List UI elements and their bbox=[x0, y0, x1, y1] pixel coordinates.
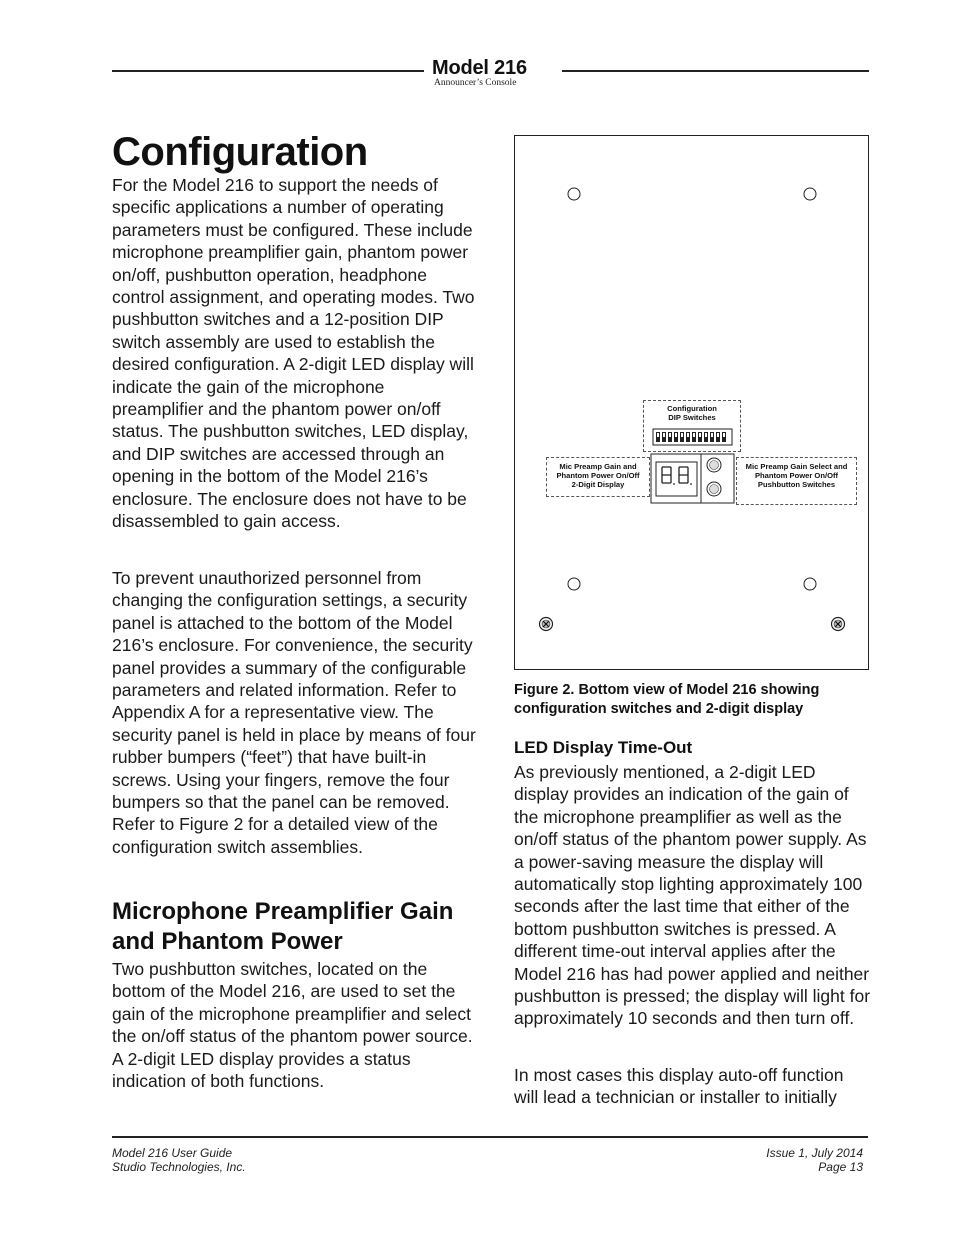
led-timeout-paragraph-1: As previously mentioned, a 2-digit LED display provides an indication of the gain of the microphone preamplifier as well as the on/off status of the phantom power supply. As a power-saving measure the display will automatically stop lighting approximately 100 seconds after the last time that either of the bottom pushbutton switches is pressed. A different time-out interval applies after the Model 216 has had power applied and neither pushbutton is pressed; the display will light for approximately 10 seconds and then turn off. bbox=[514, 762, 871, 1029]
header-rule-right bbox=[562, 70, 869, 72]
mounting-hole-icon bbox=[804, 188, 816, 200]
screw-icon bbox=[540, 618, 553, 631]
configuration-paragraph-1: For the Model 216 to support the needs of specific applications a number of operating parameters must be configured. These include microphone preamplifier gain, phantom power on/off, pushbutton operation, headphone control assignment, and operating modes. Two pushbutton switches and a 12-position DIP switch assembly are used to establish the desired configuration. A 2-digit LED display will indicate the gain of the microphone preamplifier and the phantom power on/off status. The pushbutton switches, LED display, and DIP switches are accessed through an opening in the bottom of the Model 216’s enclosure. The enclosure does not have to be disassembled to gain access. bbox=[112, 175, 475, 532]
display-label-line: 2-Digit Display bbox=[571, 480, 625, 489]
two-digit-display-icon bbox=[656, 462, 697, 496]
dip-label-line: DIP Switches bbox=[668, 413, 716, 422]
footer-issue: Issue 1, July 2014 bbox=[766, 1146, 863, 1160]
mic-gain-paragraph: Two pushbutton switches, located on the bottom of the Model 216, are used to set the gain of the microphone preamplifier and select the on/off status of the phantom power source. A 2-digit LED display provides a status indication of both functions. bbox=[112, 959, 473, 1092]
pushbutton-icon bbox=[707, 458, 721, 472]
footer-company: Studio Technologies, Inc. bbox=[112, 1160, 246, 1174]
figure-caption: Figure 2. Bottom view of Model 216 showing configuration switches and 2-digit display bbox=[514, 682, 820, 717]
led-timeout-paragraph-2: In most cases this display auto-off function will lead a technician or installer to initially bbox=[514, 1065, 844, 1108]
footer-right bbox=[563, 1146, 863, 1174]
header-rule-left bbox=[112, 70, 424, 72]
figure-2-bottom-view bbox=[514, 135, 869, 670]
footer-rule bbox=[112, 1136, 868, 1138]
configuration-paragraph-2: To prevent unauthorized personnel from changing the configuration settings, a security panel is attached to the bottom of the Model 216’s enclosure. For convenience, the security panel provides a summary of the configurable parameters and related information. Refer to Appendix A for a representative view. The security panel is held in place by means of four rubber bumpers (“feet”) that have built-in screws. Using your fingers, remove the four bumpers so that the panel can be removed. Refer to Figure 2 for a detailed view of the configuration switch assemblies. bbox=[112, 568, 476, 857]
dip-label-line: Configuration bbox=[667, 404, 717, 413]
footer-left bbox=[112, 1146, 412, 1174]
footer-doc-title: Model 216 User Guide bbox=[112, 1146, 233, 1160]
section-heading-mic-gain: Microphone Preamplifier Gain and Phantom Power bbox=[112, 898, 454, 955]
dip-switch-label bbox=[643, 404, 741, 422]
pushbutton-label-line: Mic Preamp Gain Select and bbox=[745, 462, 848, 471]
logo-subtitle: Announcer’s Console bbox=[434, 78, 517, 88]
pushbutton-label-line: Phantom Power On/Off bbox=[754, 471, 839, 480]
display-label-line: Mic Preamp Gain and bbox=[559, 462, 637, 471]
pushbutton-label-line: Pushbutton Switches bbox=[757, 480, 836, 489]
page-title: Configuration bbox=[112, 130, 368, 174]
pushbutton-label bbox=[736, 462, 857, 489]
footer-page-number: Page 13 bbox=[818, 1160, 863, 1174]
display-label bbox=[546, 462, 650, 489]
mounting-hole-icon bbox=[568, 188, 580, 200]
screw-icon bbox=[832, 618, 845, 631]
mounting-hole-icon bbox=[804, 578, 816, 590]
pushbutton-icon bbox=[707, 482, 721, 496]
logo-title: Model 216 bbox=[432, 57, 527, 79]
mounting-hole-icon bbox=[568, 578, 580, 590]
section-heading-led-timeout: LED Display Time-Out bbox=[514, 738, 693, 757]
display-label-line: Phantom Power On/Off bbox=[556, 471, 640, 480]
header-logo bbox=[432, 57, 552, 88]
